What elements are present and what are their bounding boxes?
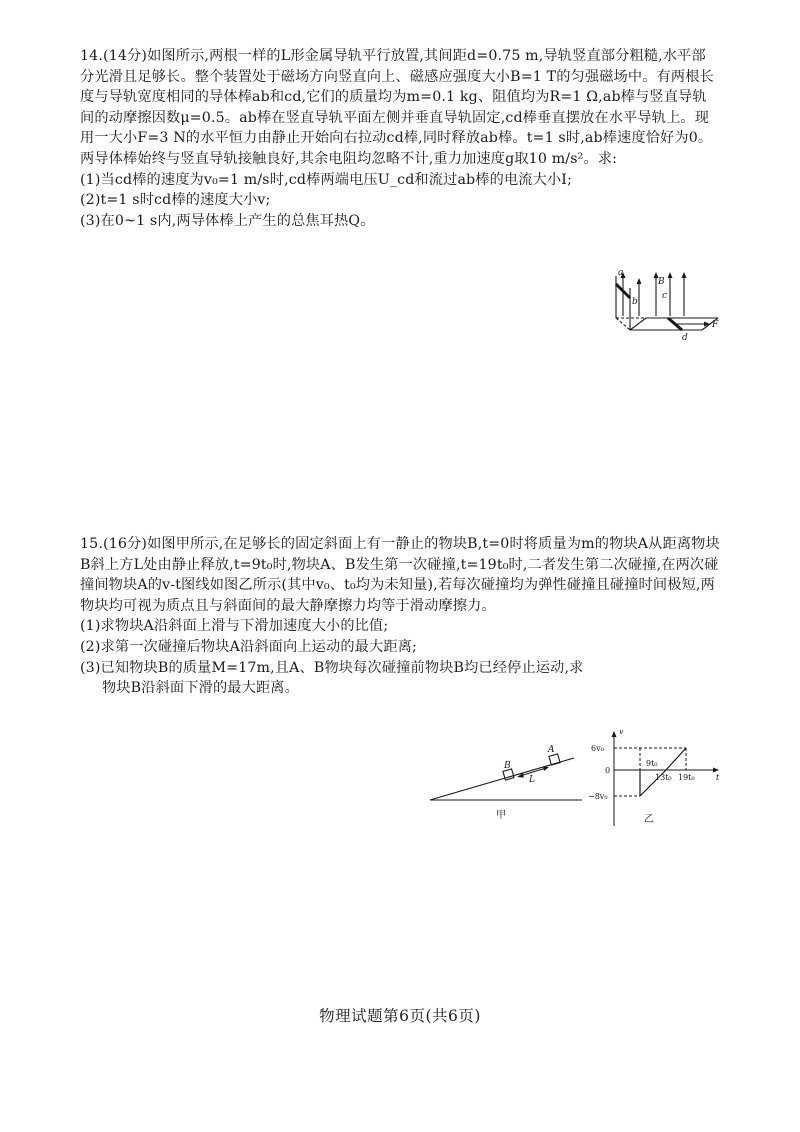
fig-yi-tick-neg8v0: −8v₀ (588, 792, 608, 801)
problem-14-figure (606, 258, 726, 350)
fig-yi-vt-graph (640, 748, 686, 796)
fig-yi-tick-13t0: 13t₀ (655, 773, 672, 782)
fig-jia-caption: 甲 (496, 810, 506, 821)
problem-14-q1: (1)当cd棒的速度为v₀=1 m/s时,cd棒两端电压U_cd和流过ab棒的电流大小I; (80, 171, 572, 188)
problem-14-q2: (2)t=1 s时cd棒的速度大小v; (80, 192, 271, 209)
page-footer: 物理试题第6页(共6页) (319, 1007, 481, 1025)
fig14-label-a: a (618, 268, 624, 278)
problem-15 (80, 534, 720, 699)
fig-yi-tick-6v0: 6v₀ (591, 744, 604, 753)
problem-15-figure-yi (588, 730, 722, 830)
fig-yi-tick-19t0: 19t₀ (678, 773, 695, 782)
problem-14 (80, 46, 720, 231)
problem-14-stem: 14.(14分)如图所示,两根一样的L形金属导轨平行放置,其间距d=0.75 m,导轨竖直部分粗糙,水平部分光滑且足够长。整个装置处于磁场方向竖直向上、磁感应强度大小B=1 T的匀强磁场中。有两根长度与导轨宽度相同的导体棒ab和cd,它们的质量均为m=0.1 kg、阻值均为R=1 Ω,ab棒与竖直导轨间的动摩擦因数μ=0.5。ab棒在竖直导轨平面左侧并垂直导轨固定,cd棒垂直摆放在水平导轨上。现用一大小F=3 N的水平恒力由静止开始向右拉动cd棒,同时释放ab棒。t=1 s时,ab棒速度恰好为0。两导体棒始终与竖直导轨接触良好,其余电阻均忽略不计,重力加速度g取10 m/s²。求: (80, 48, 714, 167)
problem-15-q2: (2)求第一次碰撞后物块A沿斜面向上运动的最大距离; (80, 638, 417, 655)
fig-yi-axis-t: t (716, 773, 720, 782)
problem-15-figure-jia (424, 738, 584, 828)
fig-yi-tick-9t0: 9t₀ (646, 759, 658, 768)
fig-yi-origin: 0 (605, 766, 611, 775)
problem-15-q3: (3)已知物块B的质量M=17m,且A、B物块每次碰撞前物块B均已经停止运动,求 (80, 659, 584, 676)
fig-jia-label-A: A (548, 745, 555, 755)
fig-yi-caption: 乙 (644, 814, 654, 825)
fig-jia-label-B: B (504, 761, 511, 771)
fig-jia-label-L: L (529, 775, 535, 785)
problem-15-stem: 15.(16分)如图甲所示,在足够长的固定斜面上有一静止的物块B,t=0时将质量为m的物块A从距离物块B斜上方L处由静止释放,t=9t₀时,物块A、B发生第一次碰撞,t=19t₀时,二者发生第二次碰撞,在两次碰撞间物块A的v-t图线如图乙所示(其中v₀、t₀均为未知量),若每次碰撞均为弹性碰撞且碰撞时间极短,两物块均可视为质点且与斜面间的最大静摩擦力均等于滑动摩擦力。 (80, 536, 720, 614)
problem-14-q3: (3)在0~1 s内,两导体棒上产生的总焦耳热Q。 (80, 212, 375, 229)
fig14-label-B: B (658, 277, 665, 287)
fig14-label-c: c (662, 291, 668, 301)
fig14-label-b: b (632, 297, 638, 307)
problem-15-q3-continued: 物块B沿斜面下滑的最大距离。 (102, 680, 299, 697)
fig14-label-F: F (712, 320, 719, 330)
fig14-label-d: d (682, 333, 688, 343)
problem-15-q1: (1)求物块A沿斜面上滑与下滑加速度大小的比值; (80, 618, 389, 635)
fig-yi-axis-v: v (619, 730, 624, 736)
